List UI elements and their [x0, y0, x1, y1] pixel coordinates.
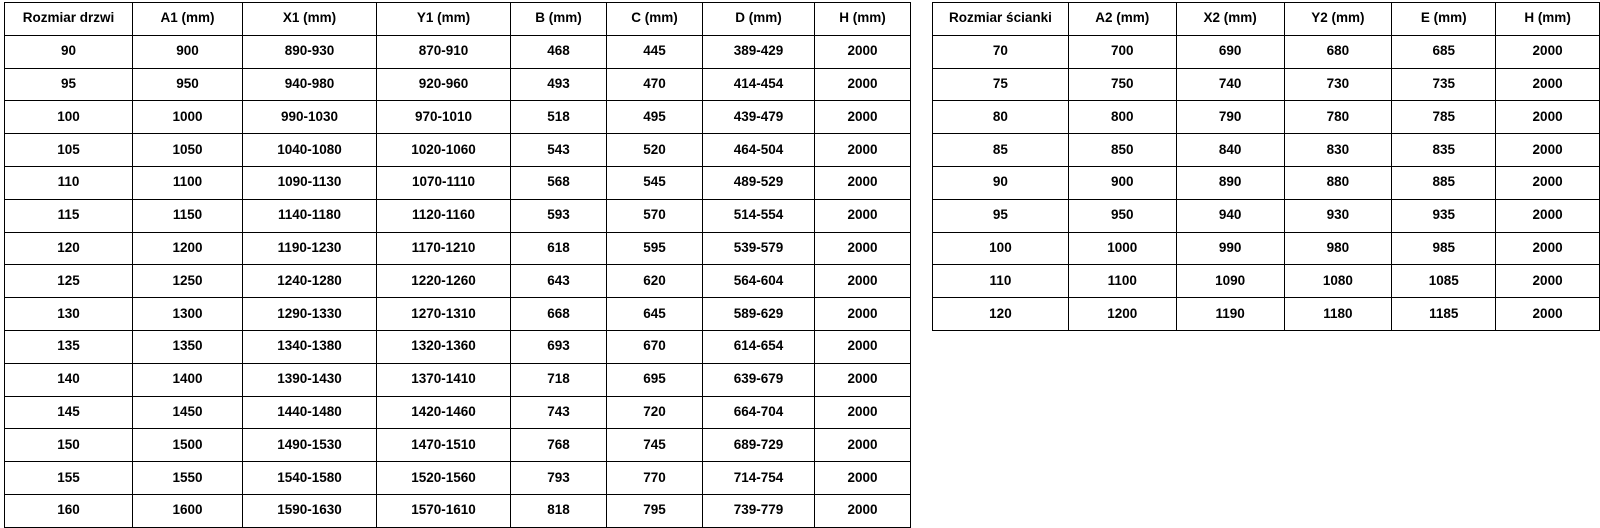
table-row [5, 298, 911, 331]
table-cell: 730 [1284, 68, 1392, 101]
table-cell: 470 [607, 68, 703, 101]
table-cell: 1100 [133, 166, 243, 199]
table-cell: 2000 [815, 298, 911, 331]
table-cell: 1300 [133, 298, 243, 331]
table-cell: 110 [5, 166, 133, 199]
table-cell: 689-729 [703, 429, 815, 462]
table-cell: 1250 [133, 265, 243, 298]
table-row [5, 101, 911, 134]
table-cell: 793 [511, 462, 607, 495]
table-cell: 1570-1610 [377, 494, 511, 527]
walls-column-header: X2 (mm) [1176, 3, 1284, 36]
table-cell: 850 [1068, 134, 1176, 167]
table-row [5, 330, 911, 363]
table-cell: 2000 [1496, 199, 1600, 232]
table-cell: 2000 [815, 462, 911, 495]
table-row [5, 265, 911, 298]
table-cell: 160 [5, 494, 133, 527]
table-cell: 100 [5, 101, 133, 134]
table-cell: 1085 [1392, 265, 1496, 298]
table-cell: 140 [5, 363, 133, 396]
table-cell: 1370-1410 [377, 363, 511, 396]
table-cell: 518 [511, 101, 607, 134]
walls-column-header: Y2 (mm) [1284, 3, 1392, 36]
table-row [5, 35, 911, 68]
table-cell: 2000 [815, 494, 911, 527]
table-cell: 750 [1068, 68, 1176, 101]
table-cell: 770 [607, 462, 703, 495]
table-cell: 870-910 [377, 35, 511, 68]
walls-column-header: A2 (mm) [1068, 3, 1176, 36]
table-cell: 120 [933, 298, 1069, 331]
table-row [933, 166, 1600, 199]
table-cell: 990-1030 [243, 101, 377, 134]
table-cell: 1200 [1068, 298, 1176, 331]
table-cell: 514-554 [703, 199, 815, 232]
table-header-row [5, 3, 911, 36]
table-cell: 1185 [1392, 298, 1496, 331]
table-cell: 835 [1392, 134, 1496, 167]
table-cell: 643 [511, 265, 607, 298]
table-cell: 90 [5, 35, 133, 68]
doors-table-container [4, 2, 911, 528]
table-cell: 2000 [1496, 68, 1600, 101]
walls-table-container [932, 2, 1600, 331]
table-cell: 990 [1176, 232, 1284, 265]
table-cell: 468 [511, 35, 607, 68]
table-cell: 1140-1180 [243, 199, 377, 232]
table-cell: 1100 [1068, 265, 1176, 298]
table-cell: 2000 [815, 166, 911, 199]
table-cell: 439-479 [703, 101, 815, 134]
table-cell: 1520-1560 [377, 462, 511, 495]
table-cell: 739-779 [703, 494, 815, 527]
table-cell: 564-604 [703, 265, 815, 298]
walls-column-header: E (mm) [1392, 3, 1496, 36]
table-cell: 980 [1284, 232, 1392, 265]
table-cell: 85 [933, 134, 1069, 167]
table-row [5, 396, 911, 429]
table-cell: 2000 [1496, 265, 1600, 298]
table-cell: 1540-1580 [243, 462, 377, 495]
table-cell: 930 [1284, 199, 1392, 232]
table-cell: 768 [511, 429, 607, 462]
table-cell: 2000 [1496, 134, 1600, 167]
table-cell: 645 [607, 298, 703, 331]
table-cell: 389-429 [703, 35, 815, 68]
table-cell: 115 [5, 199, 133, 232]
table-cell: 720 [607, 396, 703, 429]
table-cell: 1490-1530 [243, 429, 377, 462]
table-cell: 110 [933, 265, 1069, 298]
doors-dimensions-table [4, 2, 911, 528]
table-cell: 1340-1380 [243, 330, 377, 363]
table-cell: 75 [933, 68, 1069, 101]
table-cell: 1600 [133, 494, 243, 527]
table-cell: 570 [607, 199, 703, 232]
table-cell: 2000 [815, 330, 911, 363]
table-cell: 495 [607, 101, 703, 134]
table-cell: 840 [1176, 134, 1284, 167]
table-cell: 618 [511, 232, 607, 265]
table-cell: 1390-1430 [243, 363, 377, 396]
table-cell: 2000 [1496, 166, 1600, 199]
table-row [5, 462, 911, 495]
table-cell: 790 [1176, 101, 1284, 134]
table-cell: 735 [1392, 68, 1496, 101]
table-cell: 1090-1130 [243, 166, 377, 199]
table-cell: 489-529 [703, 166, 815, 199]
table-cell: 950 [1068, 199, 1176, 232]
table-cell: 1590-1630 [243, 494, 377, 527]
table-cell: 1180 [1284, 298, 1392, 331]
table-cell: 593 [511, 199, 607, 232]
table-cell: 520 [607, 134, 703, 167]
table-cell: 690 [1176, 35, 1284, 68]
table-cell: 2000 [815, 134, 911, 167]
table-cell: 1220-1260 [377, 265, 511, 298]
table-cell: 1500 [133, 429, 243, 462]
table-cell: 1070-1110 [377, 166, 511, 199]
walls-dimensions-table [932, 2, 1600, 331]
table-cell: 1080 [1284, 265, 1392, 298]
walls-column-header: Rozmiar ścianki [933, 3, 1069, 36]
table-row [933, 68, 1600, 101]
table-cell: 90 [933, 166, 1069, 199]
table-cell: 718 [511, 363, 607, 396]
table-cell: 785 [1392, 101, 1496, 134]
doors-column-header: B (mm) [511, 3, 607, 36]
table-cell: 2000 [815, 363, 911, 396]
walls-column-header: H (mm) [1496, 3, 1600, 36]
doors-table-body [5, 35, 911, 527]
table-row [5, 199, 911, 232]
table-cell: 95 [5, 68, 133, 101]
table-cell: 940-980 [243, 68, 377, 101]
table-cell: 414-454 [703, 68, 815, 101]
table-cell: 1420-1460 [377, 396, 511, 429]
table-cell: 714-754 [703, 462, 815, 495]
table-cell: 589-629 [703, 298, 815, 331]
table-cell: 695 [607, 363, 703, 396]
table-cell: 130 [5, 298, 133, 331]
table-cell: 890 [1176, 166, 1284, 199]
table-cell: 1020-1060 [377, 134, 511, 167]
table-cell: 1450 [133, 396, 243, 429]
table-cell: 105 [5, 134, 133, 167]
table-cell: 780 [1284, 101, 1392, 134]
table-cell: 2000 [815, 429, 911, 462]
table-cell: 2000 [815, 68, 911, 101]
table-cell: 668 [511, 298, 607, 331]
doors-column-header: Y1 (mm) [377, 3, 511, 36]
table-cell: 545 [607, 166, 703, 199]
table-cell: 155 [5, 462, 133, 495]
table-cell: 80 [933, 101, 1069, 134]
doors-column-header: Rozmiar drzwi [5, 3, 133, 36]
table-cell: 1240-1280 [243, 265, 377, 298]
table-header-row [933, 3, 1600, 36]
table-cell: 1040-1080 [243, 134, 377, 167]
table-cell: 614-654 [703, 330, 815, 363]
table-cell: 125 [5, 265, 133, 298]
table-cell: 539-579 [703, 232, 815, 265]
table-cell: 2000 [815, 35, 911, 68]
table-cell: 145 [5, 396, 133, 429]
table-row [933, 35, 1600, 68]
table-row [5, 166, 911, 199]
table-cell: 1120-1160 [377, 199, 511, 232]
table-row [5, 429, 911, 462]
table-cell: 2000 [815, 265, 911, 298]
table-cell: 135 [5, 330, 133, 363]
table-cell: 1470-1510 [377, 429, 511, 462]
table-row [5, 363, 911, 396]
table-cell: 2000 [815, 232, 911, 265]
table-cell: 700 [1068, 35, 1176, 68]
table-row [933, 232, 1600, 265]
walls-table-body [933, 35, 1600, 330]
table-cell: 543 [511, 134, 607, 167]
table-cell: 2000 [1496, 232, 1600, 265]
table-cell: 890-930 [243, 35, 377, 68]
table-row [933, 199, 1600, 232]
table-cell: 1400 [133, 363, 243, 396]
table-cell: 900 [133, 35, 243, 68]
table-cell: 1190 [1176, 298, 1284, 331]
table-cell: 1050 [133, 134, 243, 167]
table-cell: 1200 [133, 232, 243, 265]
table-cell: 685 [1392, 35, 1496, 68]
table-cell: 680 [1284, 35, 1392, 68]
doors-column-header: D (mm) [703, 3, 815, 36]
table-cell: 1090 [1176, 265, 1284, 298]
table-cell: 2000 [815, 199, 911, 232]
table-cell: 95 [933, 199, 1069, 232]
table-cell: 2000 [815, 101, 911, 134]
table-cell: 1350 [133, 330, 243, 363]
table-cell: 620 [607, 265, 703, 298]
table-cell: 1190-1230 [243, 232, 377, 265]
table-row [5, 494, 911, 527]
table-cell: 830 [1284, 134, 1392, 167]
table-cell: 70 [933, 35, 1069, 68]
table-cell: 1270-1310 [377, 298, 511, 331]
doors-column-header: A1 (mm) [133, 3, 243, 36]
table-cell: 1290-1330 [243, 298, 377, 331]
table-cell: 568 [511, 166, 607, 199]
doors-column-header: H (mm) [815, 3, 911, 36]
table-cell: 493 [511, 68, 607, 101]
table-cell: 950 [133, 68, 243, 101]
table-cell: 885 [1392, 166, 1496, 199]
table-cell: 745 [607, 429, 703, 462]
table-row [5, 134, 911, 167]
table-row [933, 298, 1600, 331]
table-cell: 150 [5, 429, 133, 462]
table-cell: 670 [607, 330, 703, 363]
table-cell: 445 [607, 35, 703, 68]
table-cell: 2000 [1496, 298, 1600, 331]
table-cell: 935 [1392, 199, 1496, 232]
table-cell: 800 [1068, 101, 1176, 134]
table-cell: 795 [607, 494, 703, 527]
table-cell: 880 [1284, 166, 1392, 199]
table-cell: 985 [1392, 232, 1496, 265]
table-cell: 920-960 [377, 68, 511, 101]
table-cell: 740 [1176, 68, 1284, 101]
walls-table-header [933, 3, 1600, 36]
table-cell: 1150 [133, 199, 243, 232]
table-cell: 2000 [815, 396, 911, 429]
table-cell: 464-504 [703, 134, 815, 167]
table-cell: 818 [511, 494, 607, 527]
table-row [5, 68, 911, 101]
table-cell: 743 [511, 396, 607, 429]
table-cell: 1170-1210 [377, 232, 511, 265]
table-cell: 2000 [1496, 35, 1600, 68]
table-cell: 940 [1176, 199, 1284, 232]
table-cell: 900 [1068, 166, 1176, 199]
table-cell: 1320-1360 [377, 330, 511, 363]
table-row [933, 134, 1600, 167]
table-row [933, 101, 1600, 134]
table-cell: 664-704 [703, 396, 815, 429]
table-cell: 595 [607, 232, 703, 265]
doors-column-header: X1 (mm) [243, 3, 377, 36]
table-cell: 1440-1480 [243, 396, 377, 429]
table-cell: 639-679 [703, 363, 815, 396]
table-cell: 693 [511, 330, 607, 363]
table-row [5, 232, 911, 265]
table-cell: 1550 [133, 462, 243, 495]
table-cell: 100 [933, 232, 1069, 265]
table-cell: 2000 [1496, 101, 1600, 134]
table-cell: 1000 [1068, 232, 1176, 265]
table-row [933, 265, 1600, 298]
doors-table-header [5, 3, 911, 36]
table-cell: 1000 [133, 101, 243, 134]
table-cell: 970-1010 [377, 101, 511, 134]
table-cell: 120 [5, 232, 133, 265]
doors-column-header: C (mm) [607, 3, 703, 36]
